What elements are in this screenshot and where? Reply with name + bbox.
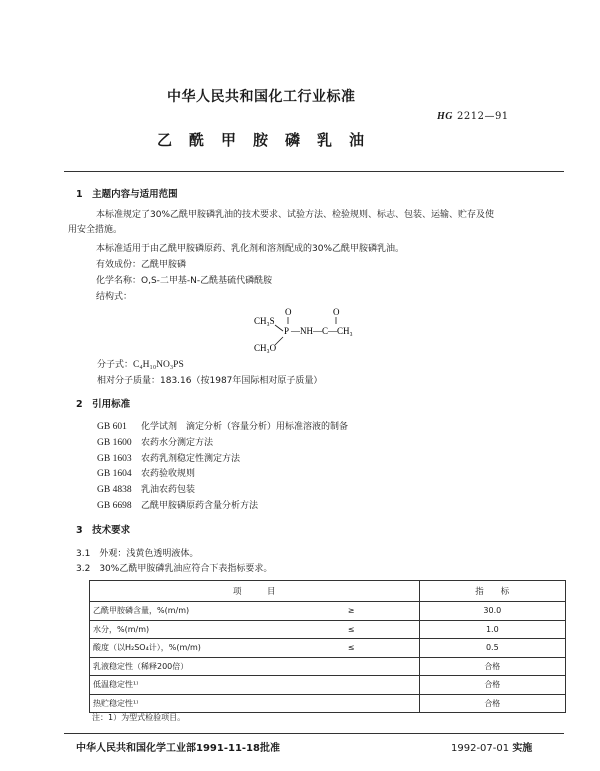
row-operator <box>270 694 419 713</box>
reference-code: GB 4838 <box>97 485 132 495</box>
row-value: 合格 <box>419 657 565 676</box>
reference-item <box>97 451 240 464</box>
acetamide-chain: —NH—C—CH₃ <box>291 326 353 336</box>
reference-title: 农药验收规则 <box>141 469 196 479</box>
reference-code: GB 601 <box>97 422 127 432</box>
reference-title: 乳油农药包装 <box>141 485 196 495</box>
reference-item <box>97 482 195 495</box>
header-divider <box>64 171 564 172</box>
table-row <box>90 676 566 695</box>
table-row <box>90 602 566 621</box>
specification-table <box>89 580 566 713</box>
clause-3-1: 3.1 外观：浅黄色透明液体。 <box>76 549 199 559</box>
reference-code: GB 1600 <box>97 438 132 448</box>
table-footnote: 注：1）为型式检验项目。 <box>92 713 186 722</box>
oxygen-2: O <box>333 307 340 317</box>
implementation-label: 实施 <box>512 743 533 754</box>
reference-item <box>97 435 213 448</box>
row-value: 1.0 <box>419 620 565 639</box>
row-value: 合格 <box>419 694 565 713</box>
footer-divider <box>64 733 564 734</box>
reference-item <box>97 419 348 432</box>
reference-title: 农药水分测定方法 <box>141 438 214 448</box>
standard-code <box>437 111 509 122</box>
chemical-name: 化学名称：O,S-二甲基-N-乙酰基硫代磷酰胺 <box>96 276 273 286</box>
issuing-organization: 中华人民共和国化工行业标准 <box>167 89 356 105</box>
reference-code: GB 1604 <box>97 469 132 479</box>
bond-o-p <box>275 337 283 345</box>
structure-label: 结构式： <box>96 292 133 302</box>
bond-s-p <box>275 325 283 331</box>
section-1-paragraph-2: 本标准适用于由乙酰甲胺磷原药、乳化剂和溶剂配成的30%乙酰甲胺磷乳油。 <box>96 244 405 254</box>
phosphorus-atom: P <box>284 326 290 336</box>
molecular-formula-value: C₄H₁₀NO₃PS <box>133 360 184 370</box>
paragraph-1-line: 本标准规定了30%乙酰甲胺磷乳油的技术要求、试验方法、检验规则、标志、包装、运输、贮存及使 <box>96 210 495 220</box>
active-ingredient: 有效成份：乙酰甲胺磷 <box>96 260 187 270</box>
row-value: 0.5 <box>419 639 565 658</box>
molecular-formula-label: 分子式： <box>97 360 134 370</box>
row-operator: ≤ <box>270 620 419 639</box>
row-operator <box>270 657 419 676</box>
reference-item <box>97 498 258 511</box>
standard-code-prefix: HG <box>437 111 453 122</box>
table-row <box>90 639 566 658</box>
row-value: 30.0 <box>419 602 565 621</box>
table-header-row <box>90 581 566 602</box>
row-item: 乙酰甲胺磷含量，%(m/m) <box>90 602 270 621</box>
molecular-weight: 相对分子质量：183.16（按1987年国际相对原子质量） <box>97 376 323 386</box>
column-header-item: 项 目 <box>90 581 420 602</box>
methylthio-group: CH₃S <box>254 316 275 326</box>
section-1-paragraph-1 <box>68 208 558 238</box>
section-3-heading: 3 技术要求 <box>76 525 131 536</box>
reference-code: GB 1603 <box>97 454 132 464</box>
methoxy-group: CH₃O <box>254 343 277 353</box>
row-item: 热贮稳定性¹⁾ <box>90 694 270 713</box>
molecular-formula <box>97 357 184 370</box>
section-2-heading: 2 引用标准 <box>76 399 131 410</box>
row-operator: ≥ <box>270 602 419 621</box>
approval-line: 中华人民共和国化学工业部1991-11-18批准 <box>76 743 280 754</box>
reference-title: 农药乳剂稳定性测定方法 <box>141 454 241 464</box>
row-item: 乳液稳定性（稀释200倍） <box>90 657 270 676</box>
reference-title: 化学试剂 滴定分析（容量分析）用标准溶液的制备 <box>141 422 349 432</box>
row-value: 合格 <box>419 676 565 695</box>
structural-formula <box>248 307 378 357</box>
reference-item <box>97 466 195 479</box>
paragraph-1-continuation: 用安全措施。 <box>68 225 123 235</box>
column-header-index: 指 标 <box>419 581 565 602</box>
oxygen-1: O <box>285 307 292 317</box>
table-row <box>90 694 566 713</box>
document-title: 乙酰甲胺磷乳油 <box>157 131 382 149</box>
reference-code: GB 6698 <box>97 501 132 511</box>
row-item: 水分，%(m/m) <box>90 620 270 639</box>
row-item: 低温稳定性¹⁾ <box>90 676 270 695</box>
standard-code-number: 2212—91 <box>457 111 509 122</box>
clause-3-2: 3.2 30%乙酰甲胺磷乳油应符合下表指标要求。 <box>76 564 273 574</box>
row-operator <box>270 676 419 695</box>
table-row <box>90 657 566 676</box>
reference-title: 乙酰甲胺磷原药含量分析方法 <box>141 501 259 511</box>
row-item: 酸度（以H₂SO₄计），%(m/m) <box>90 639 270 658</box>
implementation-date: 1992-07-01 <box>451 743 510 754</box>
section-1-heading: 1 主题内容与适用范围 <box>76 189 178 200</box>
table-row <box>90 620 566 639</box>
implementation-line <box>451 739 532 754</box>
row-operator: ≤ <box>270 639 419 658</box>
